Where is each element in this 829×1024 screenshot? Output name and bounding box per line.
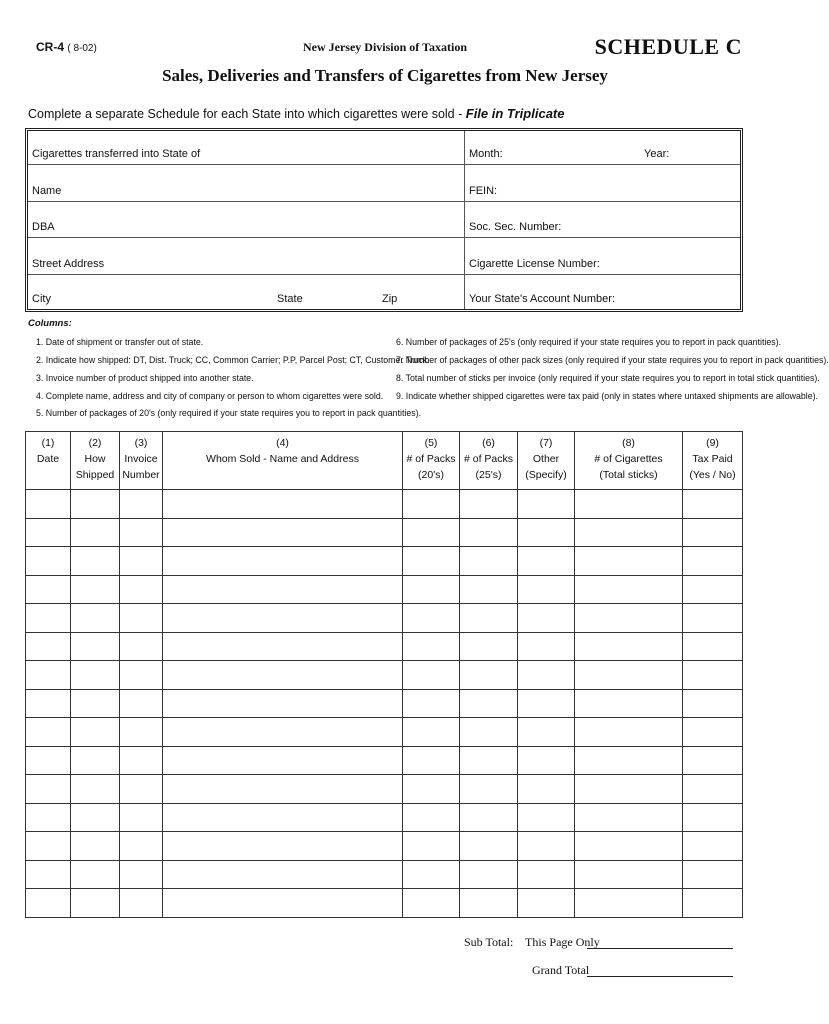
year-label: Year: bbox=[644, 148, 670, 160]
table-row bbox=[26, 832, 743, 861]
table-cell[interactable] bbox=[683, 575, 743, 604]
column-header-packs-25: (6) # of Packs (25's) bbox=[460, 432, 518, 490]
table-row bbox=[26, 604, 743, 633]
table-cell[interactable] bbox=[163, 775, 403, 804]
table-cell[interactable] bbox=[575, 775, 683, 804]
table-cell[interactable] bbox=[26, 746, 71, 775]
grand-total-field[interactable] bbox=[587, 976, 733, 977]
table-cell[interactable] bbox=[26, 860, 71, 889]
table-cell[interactable] bbox=[120, 803, 163, 832]
table-cell[interactable] bbox=[163, 832, 403, 861]
table-row bbox=[26, 860, 743, 889]
column-header-packs-20: (5) # of Packs (20's) bbox=[403, 432, 460, 490]
table-cell[interactable] bbox=[460, 803, 518, 832]
column-note-6: 6. Number of packages of 25's (only required if your state requires you to report in pack quantities). bbox=[396, 337, 782, 347]
table-row bbox=[26, 632, 743, 661]
table-cell[interactable] bbox=[120, 860, 163, 889]
table-cell[interactable] bbox=[460, 832, 518, 861]
table-cell[interactable] bbox=[683, 518, 743, 547]
instruction-text: Complete a separate Schedule for each State into which cigarettes were sold - File in Triplicate bbox=[28, 106, 565, 121]
column-note-5: 5. Number of packages of 20's (only required if your state requires you to report in pack quantities). bbox=[36, 408, 422, 418]
dba-label: DBA bbox=[32, 221, 55, 233]
table-cell[interactable] bbox=[575, 632, 683, 661]
column-note-8: 8. Total number of sticks per invoice (only required if your state requires you to report in total stick quantities). bbox=[396, 373, 820, 383]
table-cell[interactable] bbox=[403, 575, 460, 604]
column-header-whom-sold: (4) Whom Sold - Name and Address bbox=[163, 432, 403, 490]
table-row bbox=[26, 547, 743, 576]
table-row bbox=[26, 689, 743, 718]
table-cell[interactable] bbox=[683, 775, 743, 804]
table-cell[interactable] bbox=[518, 547, 575, 576]
table-cell[interactable] bbox=[163, 575, 403, 604]
column-header-other: (7) Other (Specify) bbox=[518, 432, 575, 490]
table-cell[interactable] bbox=[575, 490, 683, 519]
column-note-4: 4. Complete name, address and city of company or person to whom cigarettes were sold. bbox=[36, 391, 384, 401]
table-cell[interactable] bbox=[403, 518, 460, 547]
table-cell[interactable] bbox=[163, 661, 403, 690]
table-cell[interactable] bbox=[575, 575, 683, 604]
info-row-dba[interactable] bbox=[28, 201, 740, 238]
table-row bbox=[26, 746, 743, 775]
table-cell[interactable] bbox=[683, 718, 743, 747]
table-cell[interactable] bbox=[518, 689, 575, 718]
table-cell[interactable] bbox=[575, 889, 683, 918]
zip-label: Zip bbox=[382, 293, 398, 305]
table-cell[interactable] bbox=[71, 575, 120, 604]
table-cell[interactable] bbox=[575, 832, 683, 861]
table-row bbox=[26, 575, 743, 604]
table-cell[interactable] bbox=[683, 547, 743, 576]
table-cell[interactable] bbox=[26, 661, 71, 690]
table-cell[interactable] bbox=[120, 689, 163, 718]
table-cell[interactable] bbox=[71, 490, 120, 519]
table-cell[interactable] bbox=[71, 746, 120, 775]
table-cell[interactable] bbox=[403, 661, 460, 690]
table-cell[interactable] bbox=[683, 889, 743, 918]
table-cell[interactable] bbox=[120, 775, 163, 804]
table-cell[interactable] bbox=[120, 746, 163, 775]
column-note-1: 1. Date of shipment or transfer out of state. bbox=[36, 337, 204, 347]
table-cell[interactable] bbox=[460, 604, 518, 633]
table-cell[interactable] bbox=[26, 803, 71, 832]
table-cell[interactable] bbox=[460, 632, 518, 661]
taxpayer-info-box bbox=[25, 128, 743, 312]
table-cell[interactable] bbox=[71, 547, 120, 576]
table-cell[interactable] bbox=[120, 575, 163, 604]
table-cell[interactable] bbox=[71, 889, 120, 918]
ssn-label: Soc. Sec. Number: bbox=[469, 221, 562, 233]
table-cell[interactable] bbox=[460, 889, 518, 918]
table-cell[interactable] bbox=[120, 632, 163, 661]
table-cell[interactable] bbox=[120, 490, 163, 519]
table-cell[interactable] bbox=[460, 775, 518, 804]
shipment-table bbox=[25, 431, 743, 918]
table-cell[interactable] bbox=[403, 718, 460, 747]
table-cell[interactable] bbox=[163, 889, 403, 918]
table-cell[interactable] bbox=[120, 661, 163, 690]
table-cell[interactable] bbox=[120, 889, 163, 918]
table-cell[interactable] bbox=[163, 547, 403, 576]
table-cell[interactable] bbox=[518, 661, 575, 690]
column-note-3: 3. Invoice number of product shipped into another state. bbox=[36, 373, 254, 383]
table-cell[interactable] bbox=[71, 661, 120, 690]
table-cell[interactable] bbox=[163, 718, 403, 747]
table-cell[interactable] bbox=[575, 689, 683, 718]
table-cell[interactable] bbox=[403, 860, 460, 889]
table-row bbox=[26, 775, 743, 804]
table-cell[interactable] bbox=[518, 575, 575, 604]
table-cell[interactable] bbox=[26, 547, 71, 576]
column-header-date: (1) Date bbox=[26, 432, 71, 490]
table-cell[interactable] bbox=[683, 490, 743, 519]
subtotal-label: Sub Total: This Page Only bbox=[464, 935, 600, 949]
table-cell[interactable] bbox=[26, 889, 71, 918]
fein-label: FEIN: bbox=[469, 185, 498, 197]
table-cell[interactable] bbox=[683, 604, 743, 633]
table-cell[interactable] bbox=[683, 746, 743, 775]
table-cell[interactable] bbox=[460, 689, 518, 718]
table-cell[interactable] bbox=[683, 661, 743, 690]
table-cell[interactable] bbox=[518, 632, 575, 661]
table-cell[interactable] bbox=[518, 860, 575, 889]
table-cell[interactable] bbox=[575, 661, 683, 690]
table-cell[interactable] bbox=[71, 718, 120, 747]
table-cell[interactable] bbox=[71, 518, 120, 547]
table-cell[interactable] bbox=[26, 718, 71, 747]
table-cell[interactable] bbox=[460, 746, 518, 775]
table-row bbox=[26, 718, 743, 747]
table-cell[interactable] bbox=[460, 547, 518, 576]
table-cell[interactable] bbox=[403, 490, 460, 519]
table-row bbox=[26, 490, 743, 519]
table-cell[interactable] bbox=[403, 632, 460, 661]
column-note-9: 9. Indicate whether shipped cigarettes were tax paid (only in states where untaxed shipments are allowable). bbox=[396, 391, 818, 401]
column-header-tax-paid: (9) Tax Paid (Yes / No) bbox=[683, 432, 743, 490]
account-label: Your State's Account Number: bbox=[469, 293, 615, 305]
table-cell[interactable] bbox=[575, 746, 683, 775]
table-cell[interactable] bbox=[683, 689, 743, 718]
table-cell[interactable] bbox=[26, 490, 71, 519]
table-cell[interactable] bbox=[163, 490, 403, 519]
table-row bbox=[26, 889, 743, 918]
table-cell[interactable] bbox=[26, 832, 71, 861]
table-header-row bbox=[26, 432, 743, 490]
table-cell[interactable] bbox=[120, 718, 163, 747]
table-cell[interactable] bbox=[403, 689, 460, 718]
table-row bbox=[26, 518, 743, 547]
table-cell[interactable] bbox=[518, 775, 575, 804]
table-cell[interactable] bbox=[163, 803, 403, 832]
table-cell[interactable] bbox=[460, 718, 518, 747]
subtotal-field[interactable] bbox=[587, 948, 733, 949]
table-cell[interactable] bbox=[26, 689, 71, 718]
table-cell[interactable] bbox=[518, 889, 575, 918]
table-cell[interactable] bbox=[403, 746, 460, 775]
table-cell[interactable] bbox=[403, 889, 460, 918]
info-row-state[interactable] bbox=[28, 131, 740, 165]
agency-name: New Jersey Division of Taxation bbox=[302, 40, 467, 54]
table-cell[interactable] bbox=[403, 832, 460, 861]
license-label: Cigarette License Number: bbox=[469, 258, 600, 270]
table-cell[interactable] bbox=[403, 547, 460, 576]
table-cell[interactable] bbox=[683, 860, 743, 889]
table-cell[interactable] bbox=[71, 689, 120, 718]
column-header-invoice: (3) Invoice Number bbox=[120, 432, 163, 490]
info-row-street[interactable] bbox=[28, 237, 740, 275]
table-cell[interactable] bbox=[518, 490, 575, 519]
month-label: Month: bbox=[469, 148, 503, 160]
table-cell[interactable] bbox=[460, 661, 518, 690]
table-cell[interactable] bbox=[575, 518, 683, 547]
table-row bbox=[26, 661, 743, 690]
table-cell[interactable] bbox=[460, 518, 518, 547]
column-header-cigarettes: (8) # of Cigarettes (Total sticks) bbox=[575, 432, 683, 490]
columns-heading: Columns: bbox=[28, 318, 72, 329]
table-cell[interactable] bbox=[26, 775, 71, 804]
table-cell[interactable] bbox=[403, 775, 460, 804]
table-cell[interactable] bbox=[683, 803, 743, 832]
form-code: CR-4 ( 8-02) bbox=[36, 40, 97, 54]
table-cell[interactable] bbox=[575, 718, 683, 747]
table-cell[interactable] bbox=[518, 832, 575, 861]
column-note-7: 7. Number of packages of other pack sizes (only required if your state requires you to report in pack quantities). bbox=[396, 355, 829, 365]
table-cell[interactable] bbox=[26, 575, 71, 604]
table-cell[interactable] bbox=[575, 803, 683, 832]
info-row-city[interactable] bbox=[28, 274, 740, 309]
form-title: Sales, Deliveries and Transfers of Cigarettes from New Jersey bbox=[162, 66, 608, 85]
table-cell[interactable] bbox=[71, 604, 120, 633]
name-label: Name bbox=[32, 185, 62, 197]
table-cell[interactable] bbox=[518, 803, 575, 832]
table-cell[interactable] bbox=[575, 547, 683, 576]
schedule-label: SCHEDULE C bbox=[594, 34, 742, 59]
table-cell[interactable] bbox=[71, 775, 120, 804]
table-cell[interactable] bbox=[163, 518, 403, 547]
table-cell[interactable] bbox=[575, 604, 683, 633]
table-cell[interactable] bbox=[71, 803, 120, 832]
table-cell[interactable] bbox=[120, 547, 163, 576]
transferred-state-label: Cigarettes transferred into State of bbox=[32, 148, 201, 160]
table-cell[interactable] bbox=[120, 832, 163, 861]
table-cell[interactable] bbox=[163, 632, 403, 661]
table-cell[interactable] bbox=[683, 832, 743, 861]
street-label: Street Address bbox=[32, 258, 105, 270]
table-cell[interactable] bbox=[120, 518, 163, 547]
info-row-name[interactable] bbox=[28, 164, 740, 202]
state-label: State bbox=[277, 293, 303, 305]
table-cell[interactable] bbox=[26, 604, 71, 633]
table-cell[interactable] bbox=[575, 860, 683, 889]
column-note-2: 2. Indicate how shipped: DT, Dist. Truck; CC, Common Carrier; P.P, Parcel Post; CT, Customer Truck. bbox=[36, 355, 430, 365]
grand-total-label: Grand Total bbox=[532, 963, 590, 977]
table-cell[interactable] bbox=[460, 575, 518, 604]
table-row bbox=[26, 803, 743, 832]
table-cell[interactable] bbox=[71, 860, 120, 889]
table-cell[interactable] bbox=[518, 518, 575, 547]
column-header-how-shipped: (2) How Shipped bbox=[71, 432, 120, 490]
table-cell[interactable] bbox=[460, 490, 518, 519]
table-cell[interactable] bbox=[163, 746, 403, 775]
table-cell[interactable] bbox=[518, 604, 575, 633]
table-cell[interactable] bbox=[26, 632, 71, 661]
table-cell[interactable] bbox=[163, 860, 403, 889]
table-cell[interactable] bbox=[403, 803, 460, 832]
table-cell[interactable] bbox=[460, 860, 518, 889]
table-cell[interactable] bbox=[71, 632, 120, 661]
table-cell[interactable] bbox=[71, 832, 120, 861]
table-cell[interactable] bbox=[518, 746, 575, 775]
table-cell[interactable] bbox=[163, 604, 403, 633]
table-cell[interactable] bbox=[26, 518, 71, 547]
table-cell[interactable] bbox=[683, 632, 743, 661]
table-cell[interactable] bbox=[518, 718, 575, 747]
table-cell[interactable] bbox=[163, 689, 403, 718]
city-label: City bbox=[32, 293, 51, 305]
table-cell[interactable] bbox=[120, 604, 163, 633]
table-cell[interactable] bbox=[403, 604, 460, 633]
